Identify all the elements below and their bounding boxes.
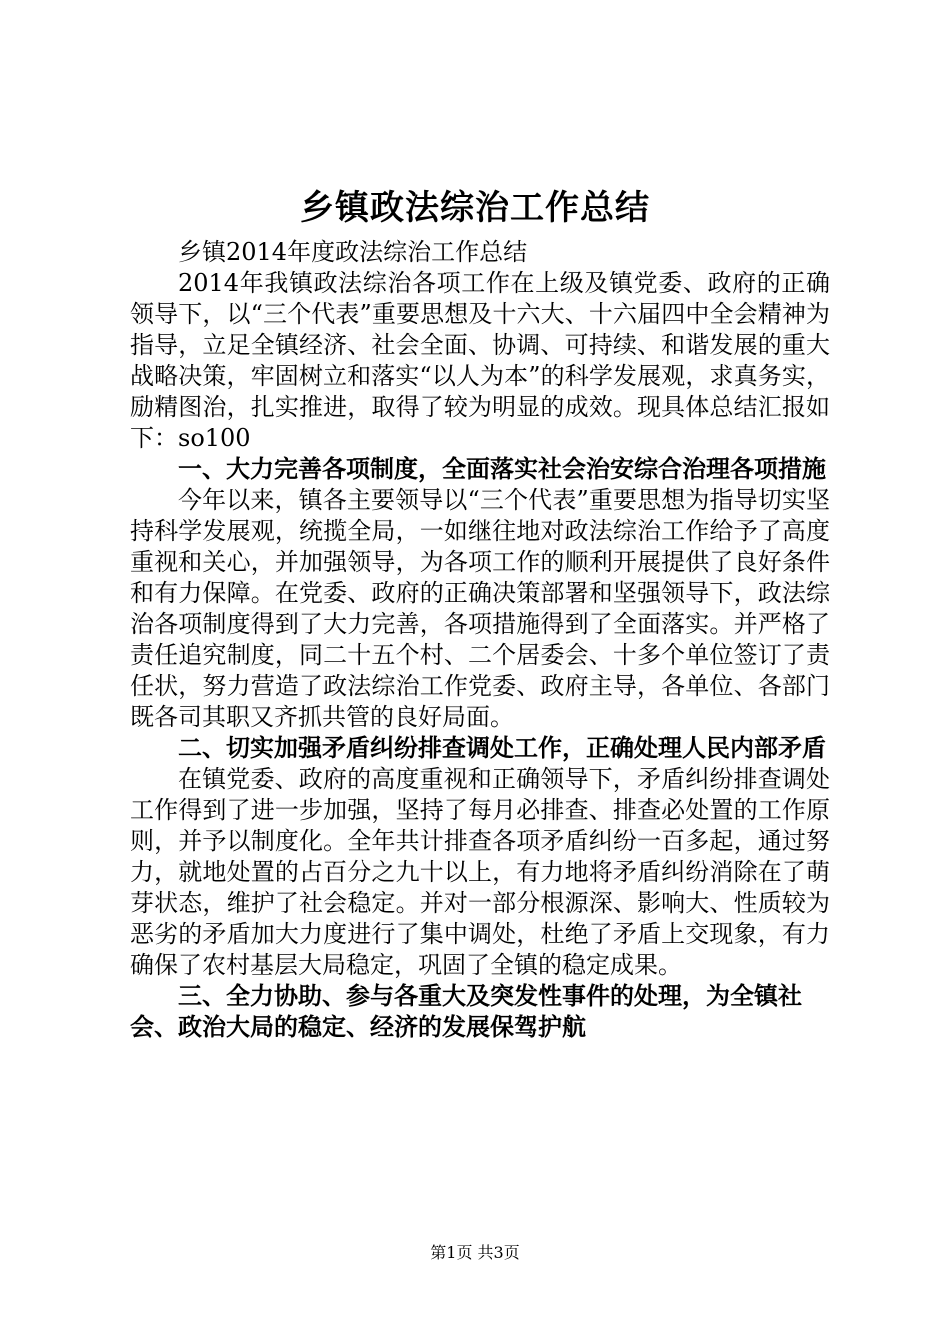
document-subtitle: 乡镇2014年度政法综治工作总结 (178, 238, 528, 266)
document-title: 乡镇政法综治工作总结 (300, 188, 650, 228)
section-1-heading: 一、大力完善各项制度，全面落实社会治安综合治理各项措施 (178, 455, 826, 483)
section-1-body: 今年以来，镇各主要领导以“三个代表”重要思想为指导切实坚持科学发展观，统揽全局，一如继往地对政法综治工作给予了高度重视和关心，并加强领导，为各项工作的顺利开展提供了良好条件和有力保障。在党委、政府的正确决策部署和坚强领导下，政法综治各项制度得到了大力完善，各项措施得到了全面落实。并严格了责任追究制度，同二十五个村、二个居委会、十多个单位签订了责任状，努力营造了政法综治工作党委、政府主导，各单位、各部门既各司其职又齐抓共管的良好局面。 (130, 486, 830, 731)
section-2-body: 在镇党委、政府的高度重视和正确领导下，矛盾纠纷排查调处工作得到了进一步加强，坚持了每月必排查、排查必处置的工作原则，并予以制度化。全年共计排查各项矛盾纠纷一百多起，通过努力，就地处置的占百分之九十以上，有力地将矛盾纠纷消除在了萌芽状态，维护了社会稳定。并对一部分根源深、影响大、性质较为恶劣的矛盾加大力度进行了集中调处，杜绝了矛盾上交现象，有力确保了农村基层大局稳定，巩固了全镇的稳定成果。 (130, 765, 830, 979)
page-footer: 第1页 共3页 (430, 1243, 520, 1262)
section-2-heading: 二、切实加强矛盾纠纷排查调处工作，正确处理人民内部矛盾 (178, 734, 826, 762)
document-body (130, 237, 830, 1043)
section-3-heading: 三、全力协助、参与各重大及突发性事件的处理，为全镇社会、政治大局的稳定、经济的发展保驾护航 (130, 982, 802, 1041)
intro-paragraph: 2014年我镇政法综治各项工作在上级及镇党委、政府的正确领导下，以“三个代表”重要思想及十六大、十六届四中全会精神为指导，立足全镇经济、社会全面、协调、可持续、和谐发展的重大战略决策，牢固树立和落实“以人为本”的科学发展观，求真务实，励精图治，扎实推进，取得了较为明显的成效。现具体总结汇报如下：so100 (130, 269, 830, 452)
